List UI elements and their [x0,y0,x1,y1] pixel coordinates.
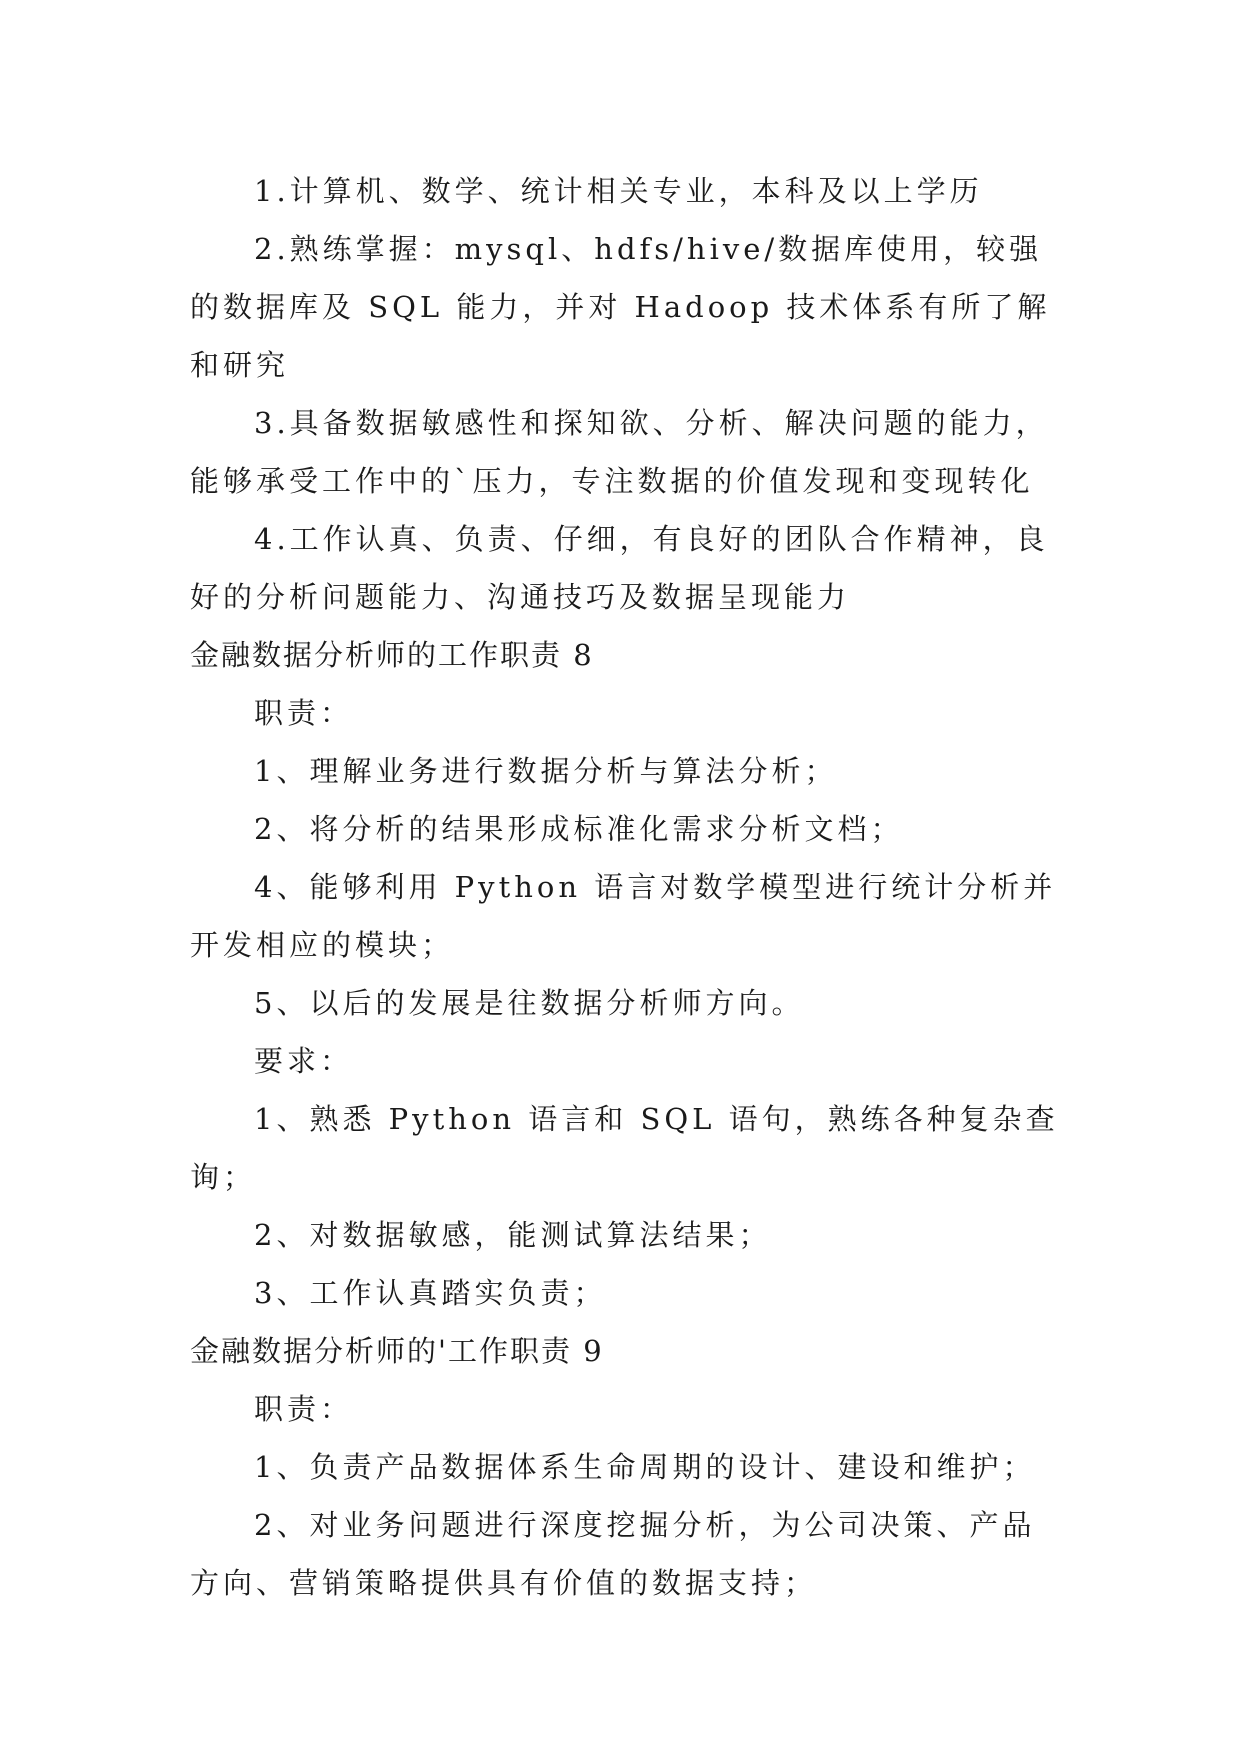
section-heading-9: 金融数据分析师的'工作职责 9 [190,1334,604,1368]
duty-item-2: 2、将分析的结果形成标准化需求分析文档； [254,812,904,846]
duty-item-9-2: 2、对业务问题进行深度挖掘分析，为公司决策、产品方向、营销策略提供具有价值的数据支持； [190,1508,1036,1600]
duty-item-5: 5、以后的发展是往数据分析师方向。 [254,986,805,1020]
paragraph-requirement-3: 3.具备数据敏感性和探知欲、分析、解决问题的能力，能够承受工作中的`压力，专注数据的价值发现和变现转化 [190,406,1049,498]
document-page [190,162,1060,1612]
paragraph-requirement-1: 1.计算机、数学、统计相关专业，本科及以上学历 [254,174,983,208]
requirements-label: 要求： [254,1044,354,1078]
requirement-item-1: 1、熟悉 Python 语言和 SQL 语句，熟练各种复杂查询； [190,1102,1059,1194]
section-heading-8: 金融数据分析师的工作职责 8 [190,638,594,672]
duty-item-1: 1、理解业务进行数据分析与算法分析； [254,754,838,788]
requirement-item-2: 2、对数据敏感，能测试算法结果； [254,1218,772,1252]
duty-item-4: 4、能够利用 Python 语言对数学模型进行统计分析并开发相应的模块； [190,870,1057,962]
duty-item-9-1: 1、负责产品数据体系生命周期的设计、建设和维护； [254,1450,1036,1484]
requirement-item-3: 3、工作认真踏实负责； [254,1276,607,1310]
paragraph-requirement-2: 2.熟练掌握：mysql、hdfs/hive/数据库使用，较强的数据库及 SQL 能力，并对 Hadoop 技术体系有所了解和研究 [190,232,1051,382]
paragraph-requirement-4: 4.工作认真、负责、仔细，有良好的团队合作精神，良好的分析问题能力、沟通技巧及数据呈现能力 [190,522,1049,614]
duties-label: 职责： [254,696,354,730]
duties-label-9: 职责： [254,1392,354,1426]
